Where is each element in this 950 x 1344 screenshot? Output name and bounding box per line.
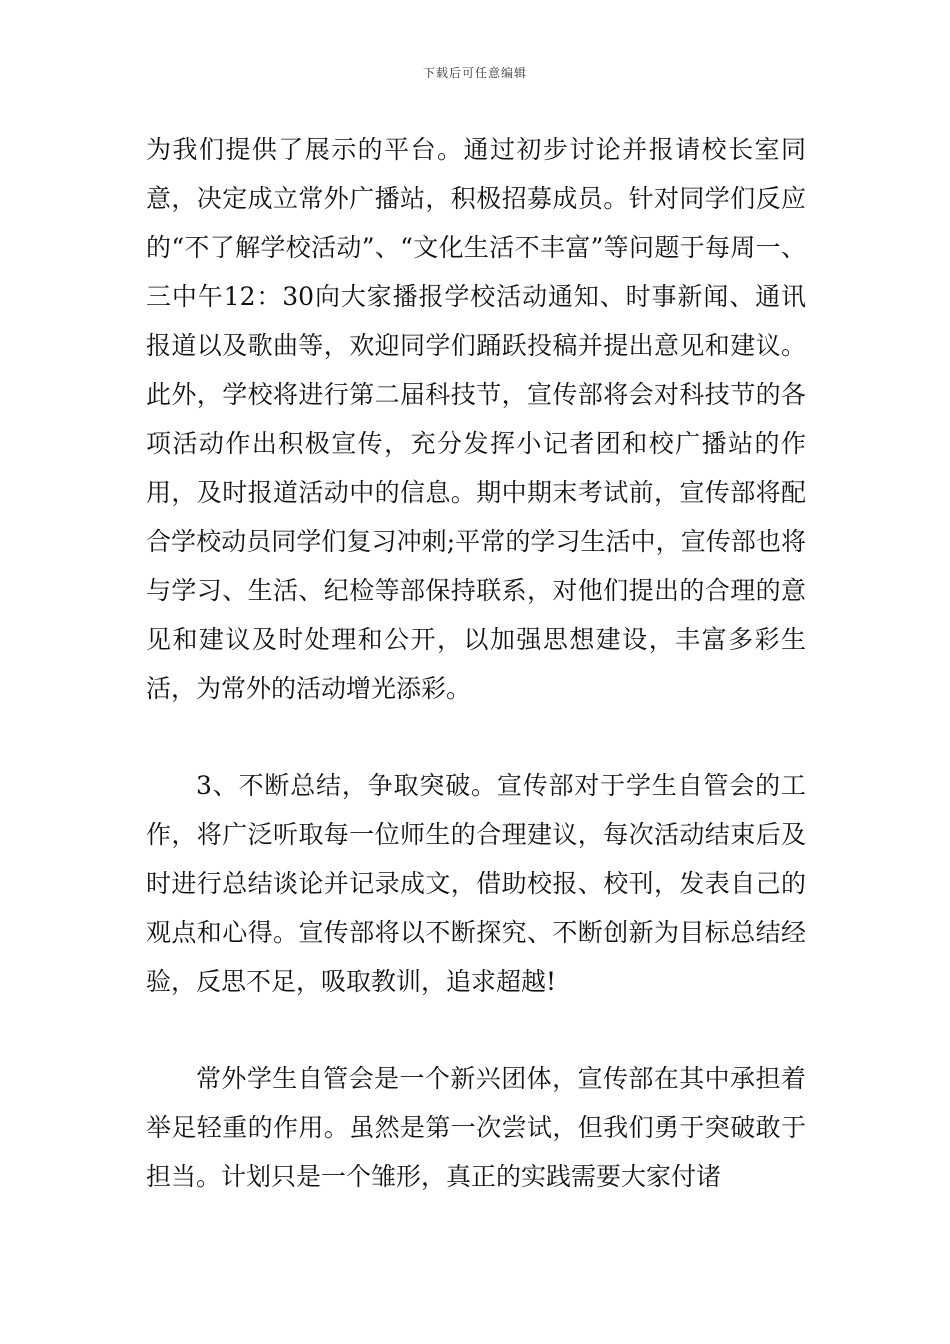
paragraph-gap	[146, 713, 806, 761]
paragraph-summary-breakthrough: 3、不断总结，争取突破。宣传部对于学生自管会的工作，将广泛听取每一位师生的合理建议，每次活动结束后及时进行总结谈论并记录成文，借助校报、校刊，发表自己的观点和心得。宣传部将以不断探究、不断创新为目标总结经验，反思不足，吸取教训，追求超越!	[146, 771, 806, 996]
document-body	[146, 125, 806, 1201]
page-header: 下载后可任意编辑	[422, 66, 527, 80]
paragraph-conclusion: 常外学生自管会是一个新兴团体，宣传部在其中承担着举足轻重的作用。虽然是第一次尝试，但我们勇于突破敢于担当。计划只是一个雏形，真正的实践需要大家付诸	[146, 1064, 806, 1191]
paragraph-gap	[146, 1006, 806, 1054]
paragraph-broadcast-station: 为我们提供了展示的平台。通过初步讨论并报请校长室同意，决定成立常外广播站，积极招募成员。针对同学们反应的“不了解学校活动”、“文化生活不丰富”等问题于每周一、三中午12：30向大家播报学校活动通知、时事新闻、通讯报道以及歌曲等，欢迎同学们踊跃投稿并提出意见和建议。此外，学校将进行第二届科技节，宣传部将会对科技节的各项活动作出积极宣传，充分发挥小记者团和校广播站的作用，及时报道活动中的信息。期中期末考试前，宣传部将配合学校动员同学们复习冲刺;平常的学习生活中，宣传部也将与学习、生活、纪检等部保持联系，对他们提出的合理的意见和建议及时处理和公开，以加强思想建设，丰富多彩生活，为常外的活动增光添彩。	[146, 135, 806, 703]
